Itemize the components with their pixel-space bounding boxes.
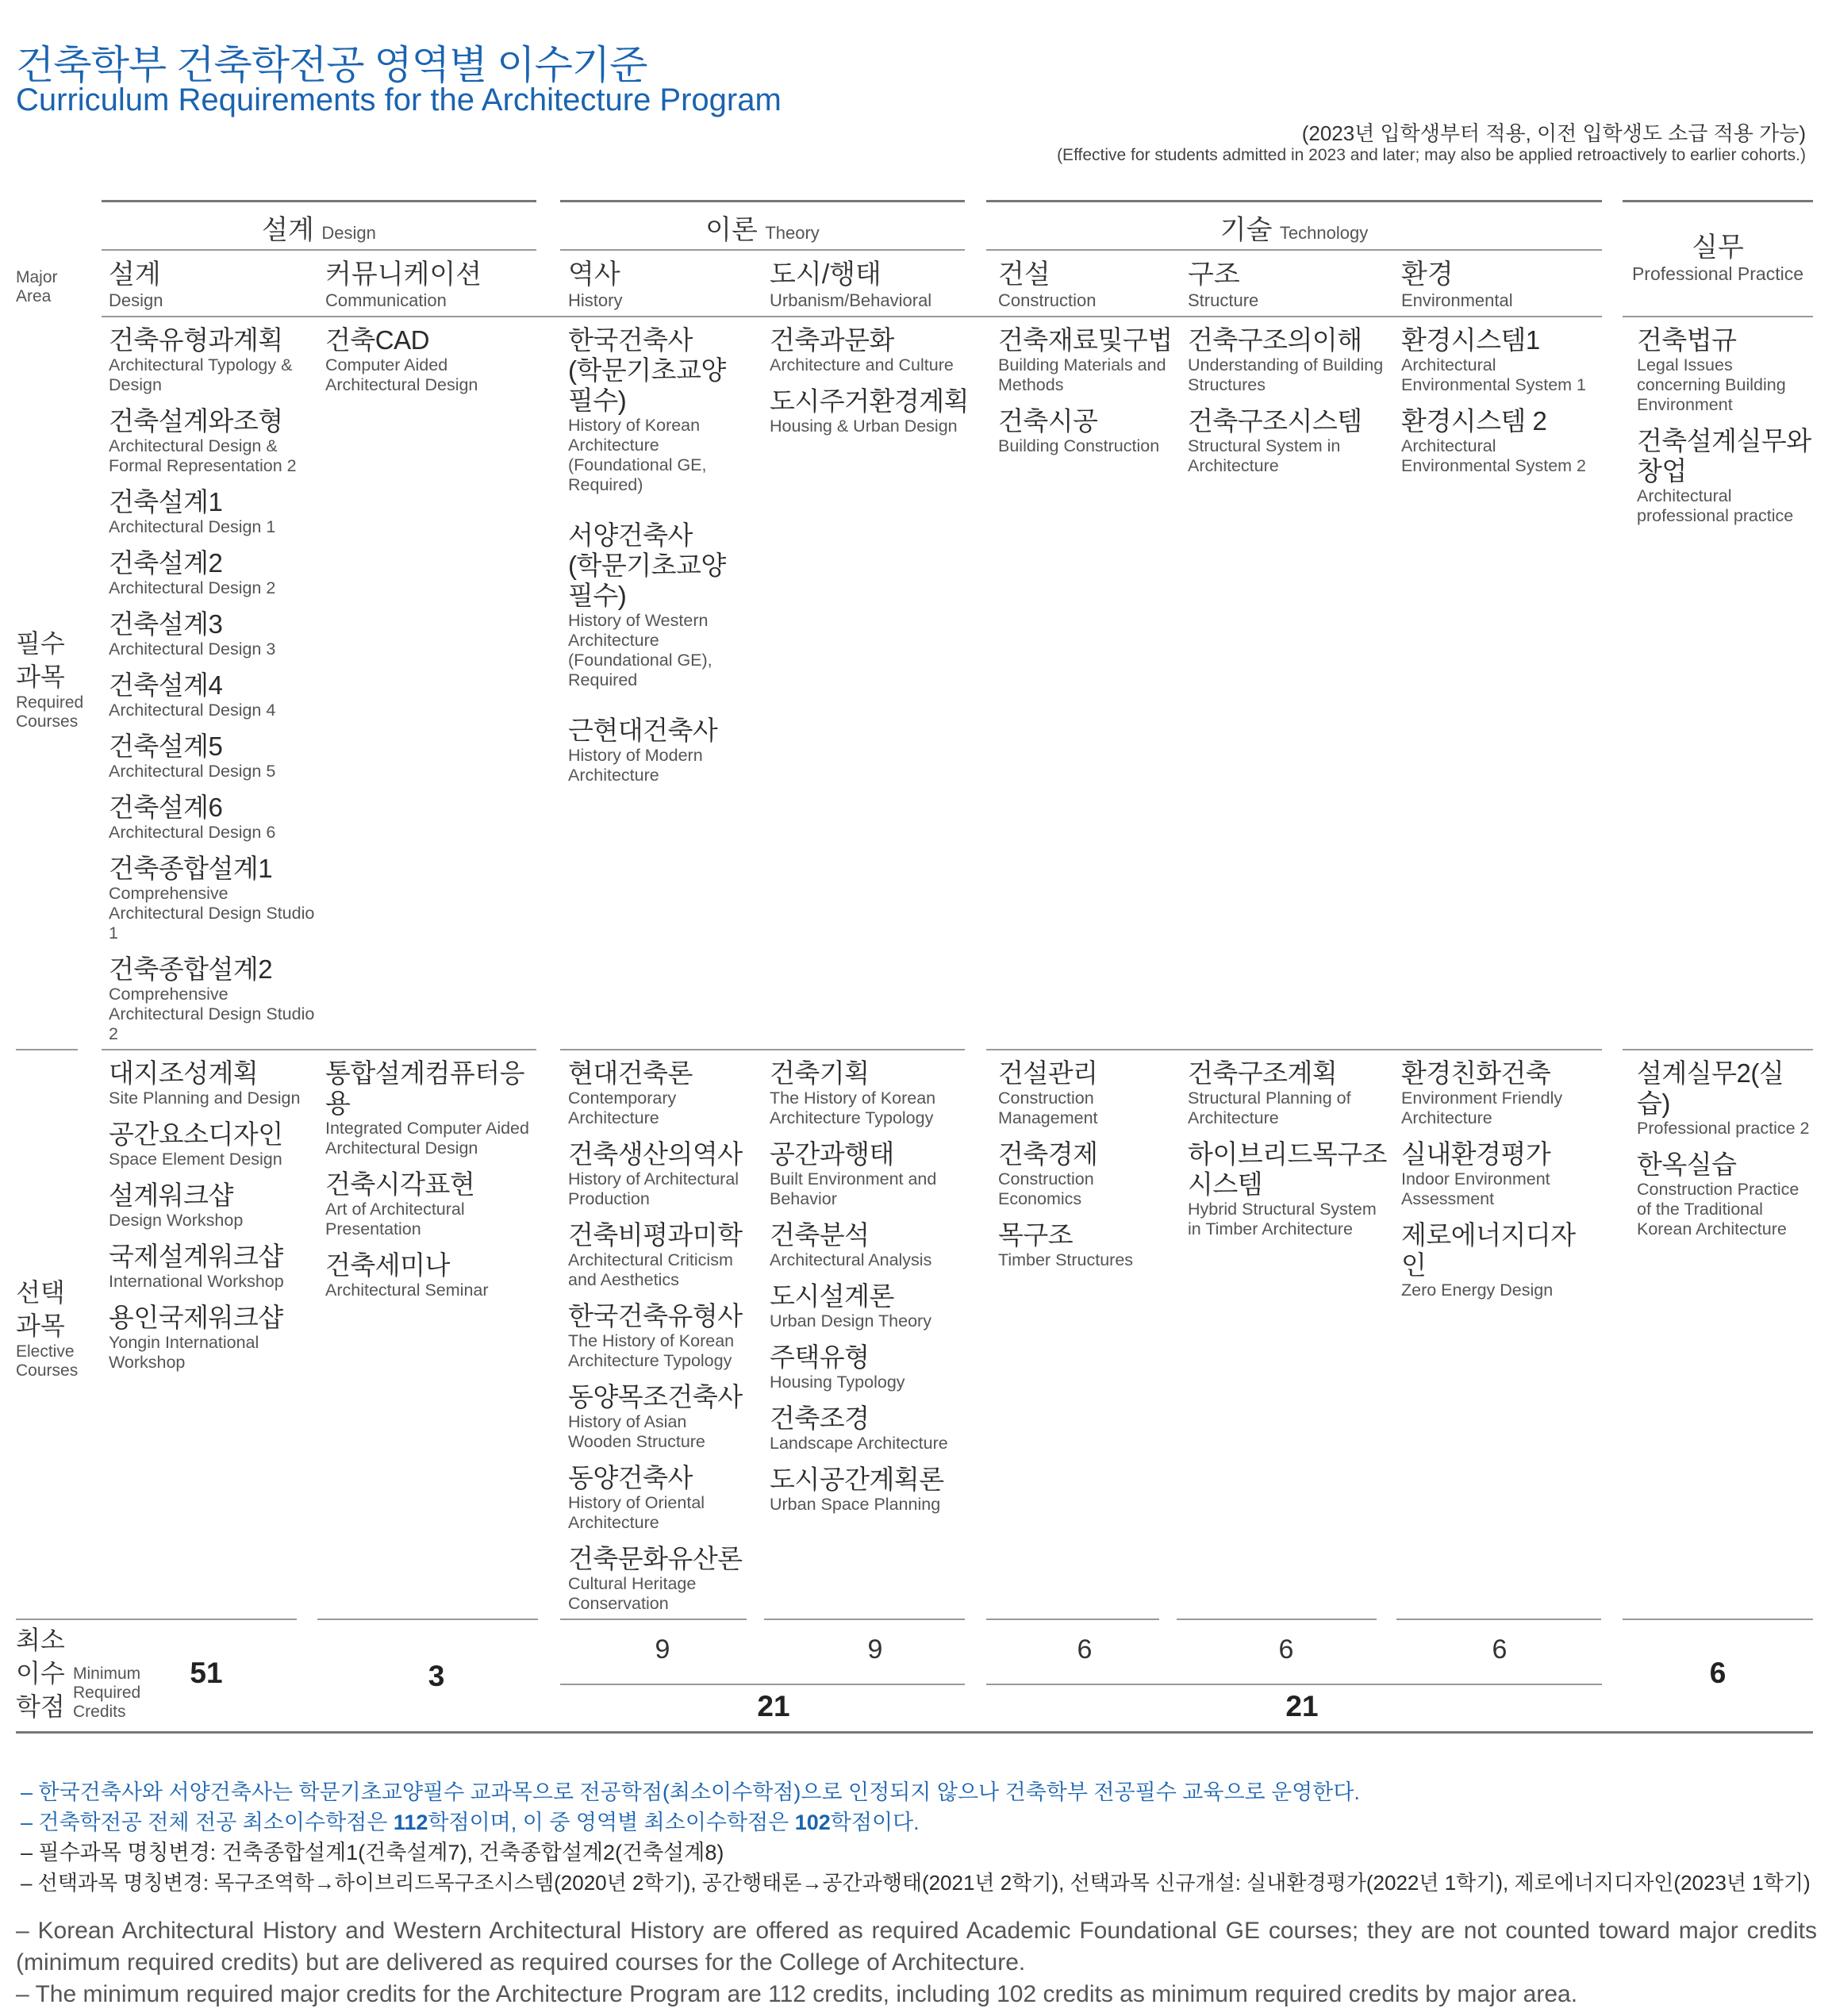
course-name-ko: 대지조성계획 [109, 1058, 259, 1088]
course-name-ko: 건축종합설계1 [109, 854, 273, 883]
course-item [109, 854, 315, 943]
course-name-en: Architectural professional practice [1637, 486, 1794, 525]
course-name-en: Construction Management [998, 1089, 1098, 1127]
sub-structure: 구조 Structure [1188, 259, 1259, 310]
course-item [1188, 325, 1394, 395]
course-name-en: Architecture and Culture [770, 355, 954, 374]
row-label-required: 필수 과목 Required Courses [16, 629, 84, 731]
course-item [770, 1139, 976, 1209]
sub-construction: 건설 Construction [998, 259, 1097, 310]
course-name-ko: 동양건축사 [568, 1463, 693, 1492]
course-item [1401, 1220, 1600, 1300]
course-item [109, 1242, 315, 1292]
course-name-en: Housing & Urban Design [770, 417, 958, 436]
course-item [568, 1544, 751, 1614]
major-area-label: Major Area [16, 268, 58, 305]
course-name-ko: 건축시공 [998, 406, 1098, 436]
course-name-ko: 건축세미나 [325, 1250, 450, 1280]
course-name-en: Timber Structures [998, 1250, 1134, 1269]
elective-urbanism-col [770, 1058, 976, 1526]
course-item [109, 670, 315, 720]
course-item [568, 1220, 751, 1290]
course-item [1637, 426, 1811, 526]
course-name-ko: 건축분석 [770, 1220, 870, 1250]
course-name-ko: 건축설계4 [109, 670, 223, 700]
course-name-ko: 건축과문화 [770, 325, 894, 355]
course-name-ko: 건축경제 [998, 1139, 1098, 1169]
footnote-en-1: – Korean Architectural History and Western Architectural History are offered as required Academic Foundational GE courses; they are not counted toward major credits (minimum required credits) but are delivered as required courses for the College of Architecture. [16, 1918, 1817, 1976]
course-name-en: International Workshop [109, 1272, 284, 1291]
course-name-ko: 환경시스템1 [1401, 325, 1540, 355]
course-name-en: Housing Typology [770, 1373, 905, 1392]
required-structure-col [1188, 325, 1394, 487]
course-name-en: Architectural Design 5 [109, 762, 276, 781]
course-name-en: Architectural Analysis [770, 1250, 932, 1269]
course-item [109, 954, 315, 1044]
course-item [109, 1303, 315, 1373]
course-name-ko: 통합설계컴퓨터응용 [325, 1058, 525, 1118]
course-name-en: Art of Architectural Presentation [325, 1200, 465, 1238]
course-name-ko: 건축법규 [1637, 325, 1737, 355]
course-name-en: Structural Planning of Architecture [1188, 1089, 1351, 1127]
course-name-ko: 건축재료및구법 [998, 325, 1173, 355]
required-history-col [568, 325, 727, 811]
course-item [109, 1058, 315, 1108]
sub-urbanism: 도시/행태 Urbanism/Behavioral [770, 259, 932, 310]
course-name-en: Indoor Environment Assessment [1401, 1169, 1550, 1208]
course-name-ko: 서양건축사 (학문기초교양 필수) [568, 520, 726, 610]
course-name-ko: 공간요소디자인 [109, 1119, 283, 1149]
credit-history: 9 [655, 1634, 670, 1665]
course-name-ko: 건축시각표현 [325, 1169, 475, 1199]
course-name-en: Yongin International Workshop [109, 1333, 259, 1372]
course-item [998, 325, 1181, 395]
course-name-en: History of Oriental Architecture [568, 1493, 705, 1532]
elective-structure-col [1188, 1058, 1394, 1250]
required-urbanism-col [770, 325, 976, 447]
course-item [1637, 1150, 1811, 1239]
footnote-3: – 필수과목 명칭변경: 건축종합설계1(건축설계7), 건축종합설계2(건축설계8) [21, 1841, 724, 1864]
course-name-en: Comprehensive Architectural Design Studio 1 [109, 884, 315, 943]
course-item [325, 1169, 547, 1239]
course-item [998, 1058, 1181, 1128]
course-name-en: History of Asian Wooden Structure [568, 1412, 705, 1451]
course-item [1637, 1058, 1811, 1139]
course-item [770, 1404, 976, 1453]
course-name-en: Architectural Criticism and Aesthetics [568, 1250, 733, 1289]
course-name-en: Comprehensive Architectural Design Studio 2 [109, 985, 315, 1043]
course-name-en: Architectural Typology & Design [109, 355, 293, 394]
course-name-en: Integrated Computer Aided Architectural Design [325, 1119, 529, 1158]
footnote-en-2: – The minimum required major credits for the Architecture Program are 112 credits, including 102 credits as minimum required credits by major area. [16, 1981, 1578, 2007]
row-label-credits: 최소 이수 학점 [16, 1626, 65, 1721]
course-name-ko: 건축조경 [770, 1404, 870, 1433]
course-item [770, 325, 976, 375]
course-item [109, 548, 315, 598]
course-name-ko: 설계워크샵 [109, 1181, 233, 1210]
course-name-ko: 건축생산의역사 [568, 1139, 743, 1169]
row-label-credits-en: Minimum Required Credits [73, 1665, 141, 1721]
course-name-ko: 도시주거환경계획 [770, 386, 970, 416]
credit-communication: 3 [428, 1660, 445, 1692]
footnote-1: – 한국건축사와 서양건축사는 학문기초교양필수 교과목으로 전공학점(최소이수학점)으로 인정되지 않으나 건축학부 전공필수 교육으로 운영한다. [21, 1780, 1360, 1804]
sub-history: 역사 History [568, 259, 623, 310]
technology-group-rule [986, 200, 1602, 202]
course-name-ko: 건축구조계획 [1188, 1058, 1338, 1088]
course-name-ko: 환경시스템 2 [1401, 406, 1547, 436]
course-name-en: Architectural Design & Formal Representation 2 [109, 436, 297, 475]
course-item [109, 406, 315, 476]
course-item [1401, 406, 1600, 476]
course-name-en: Professional practice 2 [1637, 1119, 1810, 1138]
course-name-ko: 건축설계2 [109, 548, 223, 578]
course-item [568, 1382, 751, 1452]
course-name-en: Zero Energy Design [1401, 1281, 1554, 1300]
group-theory: 이론 Theory [705, 215, 820, 245]
course-name-en: Urban Space Planning [770, 1495, 941, 1514]
course-name-ko: 건축비평과미학 [568, 1220, 743, 1250]
course-item [1401, 1139, 1600, 1209]
course-item [770, 1058, 976, 1128]
elective-construction-col [998, 1058, 1181, 1281]
course-name-en: Architectural Design 3 [109, 639, 276, 659]
course-name-ko: 건축CAD [325, 325, 429, 355]
course-name-ko: 공간과행태 [770, 1139, 894, 1169]
course-name-ko: 도시공간계획론 [770, 1465, 944, 1494]
course-name-en: History of Western Architecture (Foundational GE), Required [568, 611, 713, 689]
design-group-rule [102, 200, 536, 202]
course-name-en: History of Modern Architecture [568, 746, 703, 785]
course-name-ko: 건축설계3 [109, 609, 223, 639]
course-item [568, 325, 727, 495]
course-name-en: Building Construction [998, 436, 1160, 455]
credit-structure: 6 [1278, 1634, 1294, 1665]
course-name-ko: 도시설계론 [770, 1281, 894, 1311]
course-item [1637, 325, 1811, 415]
course-name-ko: 하이브리드목구조 시스템 [1188, 1139, 1388, 1199]
course-name-ko: 한국건축사 (학문기초교양 필수) [568, 325, 726, 415]
course-item [1401, 325, 1600, 395]
course-item [1188, 1139, 1394, 1239]
course-item [568, 1463, 751, 1533]
course-name-ko: 한국건축유형사 [568, 1301, 743, 1331]
credit-urbanism: 9 [867, 1634, 883, 1665]
elective-environmental-col [1401, 1058, 1600, 1311]
course-name-ko: 건축종합설계2 [109, 954, 273, 984]
course-name-ko: 실내환경평가 [1401, 1139, 1551, 1169]
course-name-ko: 건축설계실무와 창업 [1637, 426, 1811, 486]
elective-history-col [568, 1058, 751, 1625]
course-name-ko: 목구조 [998, 1220, 1074, 1250]
course-name-ko: 용인국제워크샵 [109, 1303, 283, 1332]
course-name-ko: 건축설계1 [109, 487, 223, 516]
course-item [1188, 1058, 1394, 1128]
course-name-en: Structural System in Architecture [1188, 436, 1341, 475]
course-item [568, 1058, 751, 1128]
course-item [1188, 406, 1394, 476]
sub-design: 설계 Design [109, 259, 163, 310]
theory-group-rule [560, 200, 965, 202]
required-design-col [109, 325, 315, 1055]
course-item [568, 716, 727, 785]
course-name-ko: 제로에너지디자인 [1401, 1220, 1576, 1280]
course-name-en: Urban Design Theory [770, 1311, 931, 1331]
course-item [770, 1281, 976, 1331]
course-name-en: Architectural Environmental System 2 [1401, 436, 1587, 475]
course-item [568, 520, 727, 690]
course-item [109, 1119, 315, 1169]
course-item [109, 325, 315, 395]
course-name-ko: 설계실무2(실습) [1637, 1058, 1784, 1118]
required-communication-col [325, 325, 540, 406]
course-name-ko: 주택유형 [770, 1342, 870, 1372]
row-label-elective: 선택 과목 Elective Courses [16, 1278, 79, 1380]
page-subtitle: Curriculum Requirements for the Architecture Program [16, 83, 782, 117]
credit-environmental: 6 [1492, 1634, 1508, 1665]
course-name-ko: 환경친화건축 [1401, 1058, 1551, 1088]
course-item [568, 1301, 751, 1371]
course-name-en: Design Workshop [109, 1211, 244, 1230]
course-name-ko: 건축설계6 [109, 793, 223, 822]
course-name-en: Built Environment and Behavior [770, 1169, 937, 1208]
elective-design-col [109, 1058, 315, 1384]
course-name-ko: 건축구조시스템 [1188, 406, 1362, 436]
course-name-ko: 근현대건축사 [568, 716, 718, 745]
course-name-ko: 건설관리 [998, 1058, 1098, 1088]
course-name-ko: 한옥실습 [1637, 1150, 1737, 1179]
course-item [770, 1342, 976, 1392]
course-name-en: Architectural Design 2 [109, 578, 276, 597]
effective-note-ko: (2023년 입학생부터 적용, 이전 입학생도 소급 적용 가능) [1301, 121, 1806, 145]
group-design: 설계 Design [262, 215, 376, 245]
page-title: 건축학부 건축학전공 영역별 이수기준 [16, 43, 647, 87]
course-name-ko: 동양목조건축사 [568, 1382, 743, 1411]
course-name-ko: 건축기획 [770, 1058, 870, 1088]
course-name-en: The History of Korean Architecture Typology [568, 1331, 735, 1370]
course-name-en: Landscape Architecture [770, 1434, 948, 1453]
required-practice-col [1637, 325, 1811, 537]
course-name-ko: 건축유형과계획 [109, 325, 283, 355]
course-item [568, 1139, 751, 1209]
course-item [998, 1139, 1181, 1209]
course-name-ko: 건축구조의이해 [1188, 325, 1362, 355]
course-name-en: History of Architectural Production [568, 1169, 739, 1208]
footnote-2: – 건축학전공 전체 전공 최소이수학점은 112학점이며, 이 중 영역별 최소이수학점은 102학점이다. [21, 1811, 920, 1834]
footnote-4: – 선택과목 명칭변경: 목구조역학→하이브리드목구조시스템(2020년 2학기), 공간행태론→공간과행태(2021년 2학기), 선택과목 신규개설: 실내환경평가(2022년 1학기), 제로에너지디자인(2023년 1학기) [21, 1871, 1811, 1895]
course-name-en: Cultural Heritage Conservation [568, 1574, 697, 1613]
course-name-ko: 국제설계워크샵 [109, 1242, 283, 1271]
group-practice: 실무 Professional Practice [1631, 232, 1804, 284]
course-item [770, 1220, 976, 1270]
credit-practice: 6 [1709, 1657, 1727, 1689]
credit-construction: 6 [1077, 1634, 1093, 1665]
sub-communication: 커뮤니케이션 Communication [325, 259, 482, 310]
course-item [325, 325, 540, 395]
course-name-en: Site Planning and Design [109, 1089, 301, 1108]
credit-theory-total: 21 [757, 1690, 790, 1722]
course-name-en: Legal Issues concerning Building Environment [1637, 355, 1786, 414]
course-item [998, 406, 1181, 456]
elective-communication-col [325, 1058, 547, 1311]
course-item [109, 793, 315, 843]
practice-group-rule [1623, 200, 1813, 202]
course-name-en: Contemporary Architecture [568, 1089, 677, 1127]
sub-environmental: 환경 Environmental [1401, 259, 1513, 310]
course-name-en: Architectural Design 6 [109, 823, 276, 842]
course-name-ko: 건축설계5 [109, 732, 223, 761]
elective-practice-col [1637, 1058, 1811, 1250]
course-name-en: Space Element Design [109, 1150, 282, 1169]
credit-design: 51 [190, 1657, 223, 1689]
required-construction-col [998, 325, 1181, 467]
course-item [109, 1181, 315, 1231]
course-name-en: Understanding of Building Structures [1188, 355, 1384, 394]
course-name-en: The History of Korean Architecture Typology [770, 1089, 936, 1127]
course-name-en: Architectural Design 4 [109, 701, 276, 720]
course-name-en: Construction Economics [998, 1169, 1094, 1208]
course-item [325, 1058, 547, 1158]
course-item [109, 732, 315, 781]
course-item [998, 1220, 1181, 1270]
course-name-ko: 현대건축론 [568, 1058, 693, 1088]
course-name-ko: 건축설계와조형 [109, 406, 283, 436]
course-name-en: History of Korean Architecture (Foundational GE, Required) [568, 416, 707, 494]
course-name-en: Architectural Design 1 [109, 517, 276, 536]
course-item [1401, 1058, 1600, 1128]
course-name-en: Building Materials and Methods [998, 355, 1166, 394]
course-name-en: Construction Practice of the Traditional Korean Architecture [1637, 1180, 1800, 1238]
required-environmental-col [1401, 325, 1600, 487]
course-name-en: Environment Friendly Architecture [1401, 1089, 1563, 1127]
course-name-en: Hybrid Structural System in Timber Architecture [1188, 1200, 1377, 1238]
credit-technology-total: 21 [1285, 1690, 1319, 1722]
course-name-en: Architectural Environmental System 1 [1401, 355, 1587, 394]
course-item [325, 1250, 547, 1300]
group-technology: 기술 Technology [1220, 215, 1369, 245]
course-name-en: Architectural Seminar [325, 1281, 489, 1300]
course-name-en: Computer Aided Architectural Design [325, 355, 478, 394]
course-item [109, 487, 315, 537]
course-item [770, 386, 976, 436]
course-item [109, 609, 315, 659]
course-item [770, 1465, 976, 1515]
course-name-ko: 건축문화유산론 [568, 1544, 743, 1573]
table-bottom-rule [16, 1731, 1813, 1734]
effective-note-en: (Effective for students admitted in 2023 and later; may also be applied retroactively to earlier cohorts.) [1057, 146, 1806, 164]
